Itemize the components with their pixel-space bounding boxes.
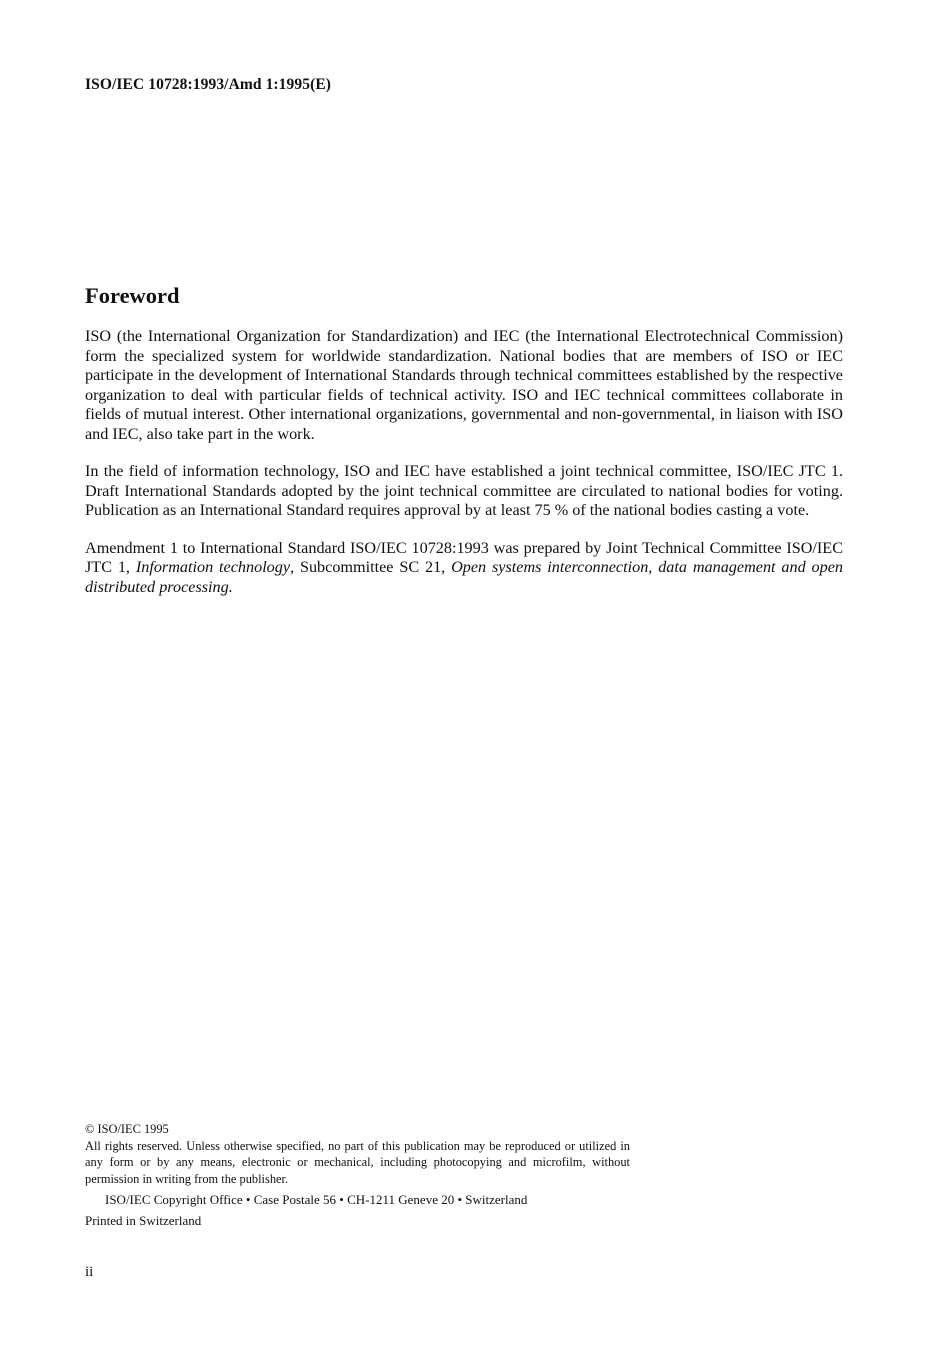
document-header-id: ISO/IEC 10728:1993/Amd 1:1995(E) bbox=[85, 76, 332, 93]
page-number: ii bbox=[85, 1264, 94, 1280]
copyright-notice: © ISO/IEC 1995 bbox=[85, 1122, 169, 1136]
foreword-title: Foreword bbox=[85, 283, 180, 308]
paragraph-3-text-2: , Subcommittee SC 21, bbox=[290, 558, 452, 576]
foreword-paragraph-1: ISO (the International Organization for Standardization) and IEC (the International Electrotechnical Commission) form the specialized system for worldwide standardization. National bodies that are members of ISO or IEC participate in the development of International Standards through technical committees established by the respective organization to deal with particular fields of technical activity. ISO and IEC technical committees collaborate in fields of mutual interest. Other international organizations, governmental and non-governmental, in liaison with ISO and IEC, also take part in the work. bbox=[85, 327, 843, 443]
paragraph-3-italic-2: Open systems interconnection, data management and open distributed processing bbox=[85, 558, 844, 596]
copyright-footer bbox=[85, 1121, 630, 1229]
printed-in-notice: Printed in Switzerland bbox=[85, 1212, 202, 1228]
foreword-paragraph-2: In the field of information technology, ISO and IEC have established a joint technical committee, ISO/IEC JTC 1. Draft International Standards adopted by the joint technical committee are circulated to national bodies for voting. Publication as an International Standard requires approval by at least 75 % of the national bodies casting a vote. bbox=[85, 462, 843, 519]
paragraph-3-italic-1: Information technology bbox=[135, 558, 291, 576]
paragraph-3-text-1: Amendment 1 to International Standard ISO/IEC 10728:1993 was prepared by Joint Technical Committee ISO/IEC JTC 1, bbox=[85, 538, 843, 576]
foreword-body bbox=[85, 327, 843, 615]
rights-reserved-text: All rights reserved. Unless otherwise specified, no part of this publication may be reproduced or utilized in any form or by any means, electronic or mechanical, including photocopying and microfilm, without permission in writing from the publisher. bbox=[85, 1138, 630, 1186]
paragraph-3-text-3: . bbox=[228, 577, 233, 596]
copyright-office-address: ISO/IEC Copyright Office • Case Postale 56 • CH-1211 Geneve 20 • Switzerland bbox=[105, 1192, 528, 1207]
foreword-paragraph-3 bbox=[85, 539, 843, 598]
